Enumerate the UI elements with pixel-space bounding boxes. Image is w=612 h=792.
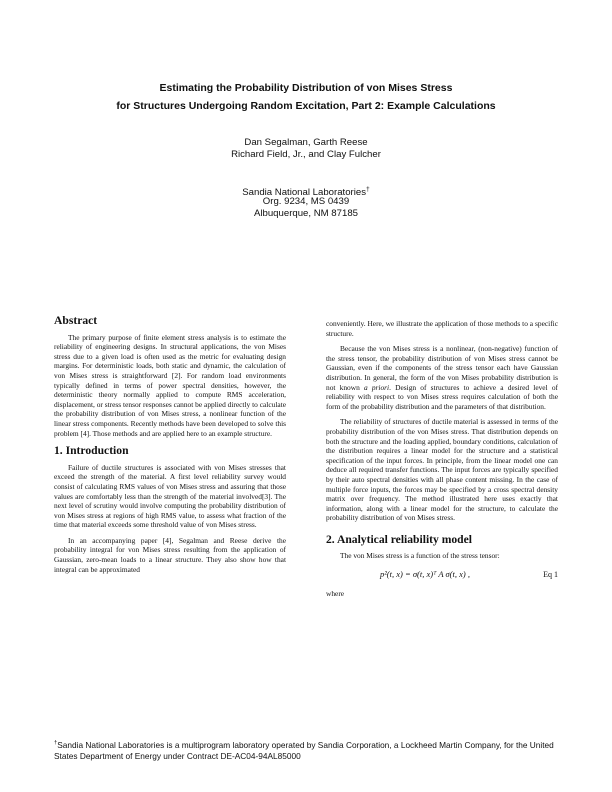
equation-1-label: Eq 1	[543, 570, 558, 580]
p3-part-b: . Design of structures to achieve a desired level of reliability with respect to von Mises stress requires calculation of both the form of the probability distribution and the parameters of that distribution.	[326, 382, 558, 411]
p3-italic: a priori	[363, 382, 390, 392]
intro-paragraph-3	[326, 344, 558, 411]
org-code: Org. 9234, MS 0439	[262, 196, 350, 207]
city: Albuquerque, NM 87185	[253, 208, 358, 219]
abstract-paragraph: The primary purpose of finite element stress analysis is to estimate the reliability of engineering designs. In structural applications, the von Mises stress due to a given load is often used as the metric for evaluating design margins. For deterministic loads, both static and dynamic, the calculation of von Mises stress is straightforward [2]. For random load environments typically defined in terms of power spectral densities, however, the deterministic theory normally applied to compute RMS acceleration, displacement, or stress tensor responses cannot be applied directly to calculate the probability distribution of von Mises stress, a nonlinear function of the linear stress components. Recently methods have been developed to solve this problem [4]. Those methods and are applied here to an example structure.	[54, 332, 286, 438]
intro-paragraph-4: The reliability of structures of ductile material is assessed in terms of the probability distribution of the von Mises stress. That distribution depends on both the structure and the loading applied, boundary conditions, calculation of the distribution requires a linear model for the structure and a statistical specification of the input forces. In principle, from the linear model one can deduce all required transfer functions. The input forces are typically specified by their auto spectral densities with all phase content missing. In the case of multiple force inputs, the forces may be specified by a cross spectral density matrix over frequency. The method illustrated here uses exactly that information, along with a linear model for the structure, to calculate the probability distribution of von Mises stress.	[326, 417, 558, 523]
left-column	[54, 316, 286, 580]
model-heading: 2. Analytical reliability model	[326, 532, 472, 546]
footnote-dagger: †	[54, 740, 58, 746]
affiliation-dagger: †	[366, 186, 370, 193]
right-column	[326, 319, 558, 605]
title-line-2: for Structures Undergoing Random Excitation, Part 2: Example Calculations	[116, 100, 496, 112]
footnote-text: Sandia National Laboratories is a multiprogram laboratory operated by Sandia Corporation, a Lockheed Martin Company, for the United States Department of Energy under Contract DE-AC04-94AL85000	[54, 739, 554, 762]
authors-line-1: Dan Segalman, Garth Reese	[244, 137, 368, 148]
title-line-1: Estimating the Probability Distribution of von Mises Stress	[159, 82, 453, 94]
intro-paragraph-1: Failure of ductile structures is associated with von Mises stresses that exceed the strength of the material. A first level reliability survey would consist of calculating RMS values of von Mises stress and assuring that those values are comfortably less than the strength of the material involved[3]. The next level of scrutiny would involve computing the probability distribution of von Mises stress at regions of high RMS value, to assess what fraction of the time that material exceeds some threshold value of von Mises stress.	[54, 462, 286, 530]
affiliation-name: Sandia National Laboratories	[242, 187, 366, 199]
equation-1-body: p²(t, x) = σ(t, x)ᵀ A σ(t, x) ,	[380, 569, 470, 580]
equation-1	[326, 567, 558, 585]
intro-paragraph-2: In an accompanying paper [4], Segalman and Reese derive the probability integral for von Mises stress resulting from the application of Gaussian, zero-mean loads to a linear structure. They also show how that integral can be approximated	[54, 535, 286, 574]
p3-part-a: Because the von Mises stress is a nonlinear, (non-negative) function of the stress tensor, the probability distribution of von Mises stress cannot be Gaussian, even if the components of the stress tensor each have Gaussian distribution. In general, the form of the von Mises probability distribution is not known	[326, 344, 558, 392]
intro-paragraph-2-continued: conveniently. Here, we illustrate the application of those methods to a specific structure.	[326, 319, 558, 338]
authors-line-2: Richard Field, Jr., and Clay Fulcher	[231, 149, 381, 160]
model-where: where	[326, 589, 345, 599]
model-paragraph-1: The von Mises stress is a function of the stress tensor:	[340, 551, 500, 561]
intro-heading: 1. Introduction	[54, 444, 129, 458]
abstract-heading: Abstract	[54, 314, 98, 327]
footnote	[54, 738, 560, 763]
